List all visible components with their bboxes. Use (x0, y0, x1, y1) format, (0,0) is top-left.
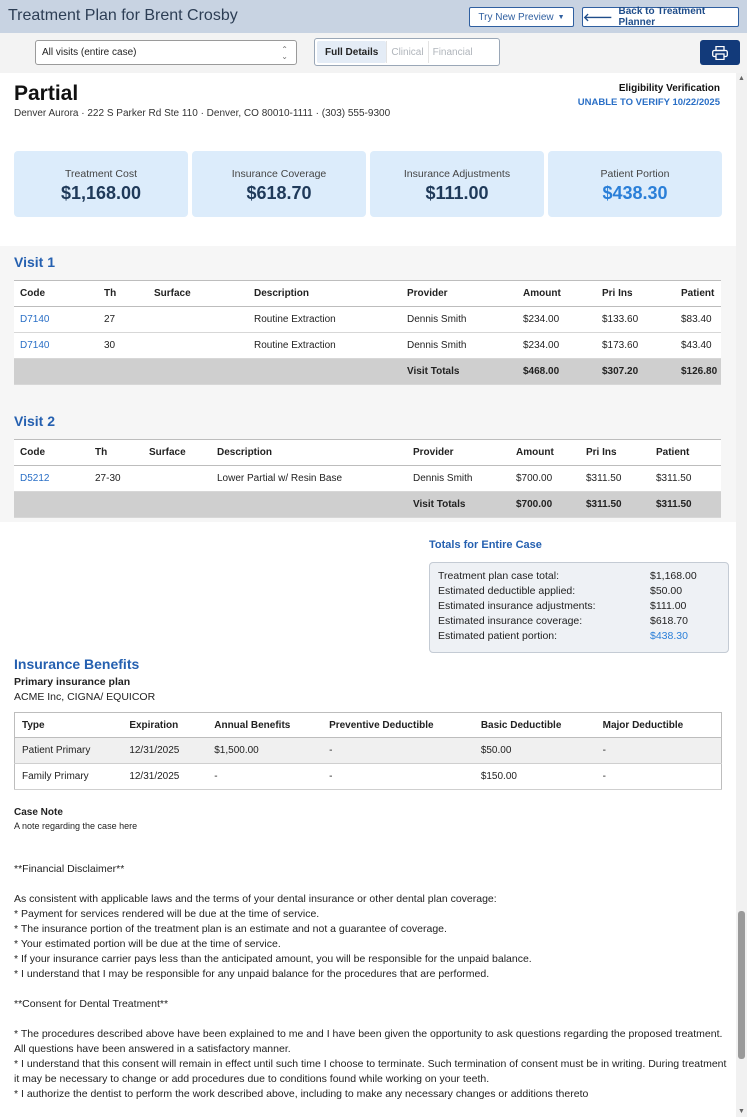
col-patient: Patient (650, 440, 721, 466)
card-label: Insurance Coverage (231, 168, 327, 180)
benefit-basic: $150.00 (474, 764, 596, 790)
insurance-benefits-title: Insurance Benefits (14, 656, 140, 672)
total-amount: $468.00 (517, 359, 596, 385)
patient-portion-value: $438.30 (650, 630, 688, 642)
insurance-plan-label: Primary insurance plan (14, 676, 131, 688)
coverage-label: Estimated insurance coverage: (438, 615, 583, 627)
tooth: 30 (98, 333, 148, 359)
print-button[interactable] (700, 40, 740, 65)
deductible-row (438, 585, 728, 600)
insurance-carrier: ACME Inc, CIGNA/ EQUICOR (14, 691, 156, 703)
surface (148, 333, 248, 359)
table-row (14, 466, 721, 492)
insurance-coverage-card (192, 151, 366, 217)
benefit-expiration: 12/31/2025 (122, 764, 207, 790)
consent-item: * I understand that this consent will remain in effect until such time I choose to terminate. Such termination of consent must be in writing. During treatment it may be necessary to change or add procedures due to conditions found while working on your teeth. (14, 1058, 727, 1085)
top-bar (0, 0, 747, 33)
financial-item: * Payment for services rendered will be due at the time of service. (14, 908, 320, 920)
plan-name: Partial (14, 82, 79, 105)
financial-item: * The insurance portion of the treatment plan is an estimate and not a guarantee of coverage. (14, 923, 447, 935)
adjustments-label: Estimated insurance adjustments: (438, 600, 596, 612)
benefit-expiration: 12/31/2025 (122, 738, 207, 764)
visit-totals-row (14, 359, 721, 385)
visit-2-table (14, 439, 721, 518)
visit-totals-label: Visit Totals (407, 492, 510, 518)
tab-full-details[interactable]: Full Details (317, 41, 386, 63)
visit-totals-label: Visit Totals (401, 359, 517, 385)
description: Lower Partial w/ Resin Base (211, 466, 407, 492)
card-label: Patient Portion (600, 168, 670, 180)
view-segmented-control (314, 38, 500, 66)
adjustments-value: $111.00 (650, 600, 687, 612)
col-th: Th (98, 281, 148, 307)
benefit-preventive: - (322, 738, 474, 764)
disclaimer-text (14, 862, 729, 1102)
consent-item: * I authorize the dentist to perform the work described above, including to make any necessary changes or additions thereto (14, 1088, 589, 1100)
benefit-annual: $1,500.00 (207, 738, 322, 764)
table-row (14, 307, 721, 333)
financial-item: * If your insurance carrier pays less than the anticipated amount, you will be responsible for the unpaid balance. (14, 953, 532, 965)
patient: $83.40 (675, 307, 721, 333)
pri-ins: $133.60 (596, 307, 675, 333)
table-row (14, 333, 721, 359)
col-preventive-deductible: Preventive Deductible (322, 713, 474, 738)
financial-disclaimer-intro: As consistent with applicable laws and the terms of your dental insurance or other dental plan coverage: (14, 893, 497, 905)
financial-disclaimer-heading: **Financial Disclaimer** (14, 863, 125, 875)
case-note-text: A note regarding the case here (14, 821, 138, 831)
amount: $234.00 (517, 307, 596, 333)
page-title: Treatment Plan for Brent Crosby (8, 7, 238, 24)
col-amount: Amount (517, 281, 596, 307)
col-pri-ins: Pri Ins (580, 440, 650, 466)
summary-cards (14, 151, 722, 217)
patient-portion-row (438, 630, 728, 645)
col-th: Th (89, 440, 143, 466)
case-totals-title: Totals for Entire Case (429, 539, 542, 551)
toolbar (0, 33, 747, 73)
benefit-preventive: - (322, 764, 474, 790)
case-total-row (438, 570, 728, 585)
col-major-deductible: Major Deductible (596, 713, 722, 738)
benefit-basic: $50.00 (474, 738, 596, 764)
adjustments-row (438, 600, 728, 615)
total-patient: $311.50 (650, 492, 721, 518)
eligibility-status[interactable]: UNABLE TO VERIFY 10/22/2025 (577, 97, 720, 108)
total-pri-ins: $307.20 (596, 359, 675, 385)
table-row (15, 738, 722, 764)
card-value: $111.00 (425, 183, 489, 203)
scrollbar-thumb[interactable] (738, 911, 745, 1059)
financial-item: * I understand that I may be responsible for any unpaid balance for the procedures that are performed. (14, 968, 490, 980)
table-row (15, 764, 722, 790)
patient-portion-card (548, 151, 722, 217)
arrow-left-icon: 🡐 (583, 12, 613, 24)
col-description: Description (211, 440, 407, 466)
col-type: Type (15, 713, 123, 738)
total-amount: $700.00 (510, 492, 580, 518)
procedure-code-link[interactable]: D7140 (14, 333, 98, 359)
treatment-plan-content (0, 73, 736, 1117)
amount: $234.00 (517, 333, 596, 359)
col-patient: Patient (675, 281, 721, 307)
col-pri-ins: Pri Ins (596, 281, 675, 307)
tab-clinical[interactable]: Clinical (386, 41, 427, 63)
col-annual-benefits: Annual Benefits (207, 713, 322, 738)
surface (143, 466, 211, 492)
col-code: Code (14, 281, 98, 307)
patient-portion-label: Estimated patient portion: (438, 630, 558, 642)
card-label: Treatment Cost (65, 168, 137, 180)
case-note-label: Case Note (14, 807, 63, 818)
consent-item: * The procedures described above have been explained to me and I have been given the opportunity to ask questions regarding the proposed treatment. All questions have been answered in a satisfactory manner. (14, 1028, 723, 1055)
consent-heading: **Consent for Dental Treatment** (14, 998, 169, 1010)
total-patient: $126.80 (675, 359, 721, 385)
col-surface: Surface (148, 281, 248, 307)
card-label: Insurance Adjustments (403, 168, 511, 180)
visit-totals-row (14, 492, 721, 518)
back-button-label: Back to Treatment Planner (618, 6, 706, 28)
coverage-row (438, 615, 728, 630)
deductible-value: $50.00 (650, 585, 683, 597)
col-amount: Amount (510, 440, 580, 466)
tooth: 27 (98, 307, 148, 333)
benefit-type: Family Primary (15, 764, 123, 790)
caret-down-icon: ▼ (557, 13, 565, 21)
patient: $43.40 (675, 333, 721, 359)
try-new-preview-label: Try New Preview (478, 11, 554, 23)
surface (148, 307, 248, 333)
col-expiration: Expiration (122, 713, 207, 738)
case-total-value: $1,168.00 (650, 570, 697, 582)
insurance-adjustments-card (370, 151, 544, 217)
visit-1-table (14, 280, 721, 385)
benefit-major: - (596, 764, 722, 790)
visit-2-title: Visit 2 (14, 413, 55, 429)
amount: $700.00 (510, 466, 580, 492)
description: Routine Extraction (248, 333, 401, 359)
case-total-label: Treatment plan case total: (438, 570, 560, 582)
procedure-code-link[interactable]: D5212 (14, 466, 89, 492)
benefit-type: Patient Primary (15, 738, 123, 764)
col-provider: Provider (401, 281, 517, 307)
provider: Dennis Smith (401, 333, 517, 359)
pri-ins: $173.60 (596, 333, 675, 359)
total-pri-ins: $311.50 (580, 492, 650, 518)
col-code: Code (14, 440, 89, 466)
visit-select-value: All visits (entire case) (42, 47, 137, 58)
tab-financial[interactable]: Financial (428, 41, 477, 63)
pri-ins: $311.50 (580, 466, 650, 492)
insurance-benefits-table (14, 712, 722, 790)
procedure-code-link[interactable]: D7140 (14, 307, 98, 333)
scroll-up-icon[interactable]: ▲ (738, 75, 745, 82)
page-scrollbar[interactable] (736, 73, 747, 1117)
tooth: 27-30 (89, 466, 143, 492)
scroll-down-icon[interactable]: ▼ (738, 1108, 745, 1115)
deductible-label: Estimated deductible applied: (438, 585, 576, 597)
printer-icon (712, 46, 728, 60)
col-description: Description (248, 281, 401, 307)
visit-select[interactable] (35, 40, 297, 65)
benefit-annual: - (207, 764, 322, 790)
try-new-preview-button[interactable] (469, 7, 574, 27)
back-to-treatment-planner-button[interactable] (582, 7, 739, 27)
patient: $311.50 (650, 466, 721, 492)
select-arrows-icon: ⌃ ⌄ (281, 45, 288, 61)
col-provider: Provider (407, 440, 510, 466)
card-value: $1,168.00 (60, 183, 142, 203)
treatment-cost-card (14, 151, 188, 217)
eligibility-label: Eligibility Verification (618, 83, 720, 94)
col-surface: Surface (143, 440, 211, 466)
card-value: $438.30 (602, 183, 668, 203)
visit-1-title: Visit 1 (14, 254, 55, 270)
card-value: $618.70 (246, 183, 312, 203)
case-totals-box (429, 562, 729, 653)
benefit-major: - (596, 738, 722, 764)
provider: Dennis Smith (401, 307, 517, 333)
coverage-value: $618.70 (650, 615, 688, 627)
financial-item: * Your estimated portion will be due at the time of service. (14, 938, 281, 950)
provider: Dennis Smith (407, 466, 510, 492)
office-address: Denver Aurora · 222 S Parker Rd Ste 110 · Denver, CO 80010-1111 · (303) 555-9300 (14, 108, 391, 119)
description: Routine Extraction (248, 307, 401, 333)
col-basic-deductible: Basic Deductible (474, 713, 596, 738)
